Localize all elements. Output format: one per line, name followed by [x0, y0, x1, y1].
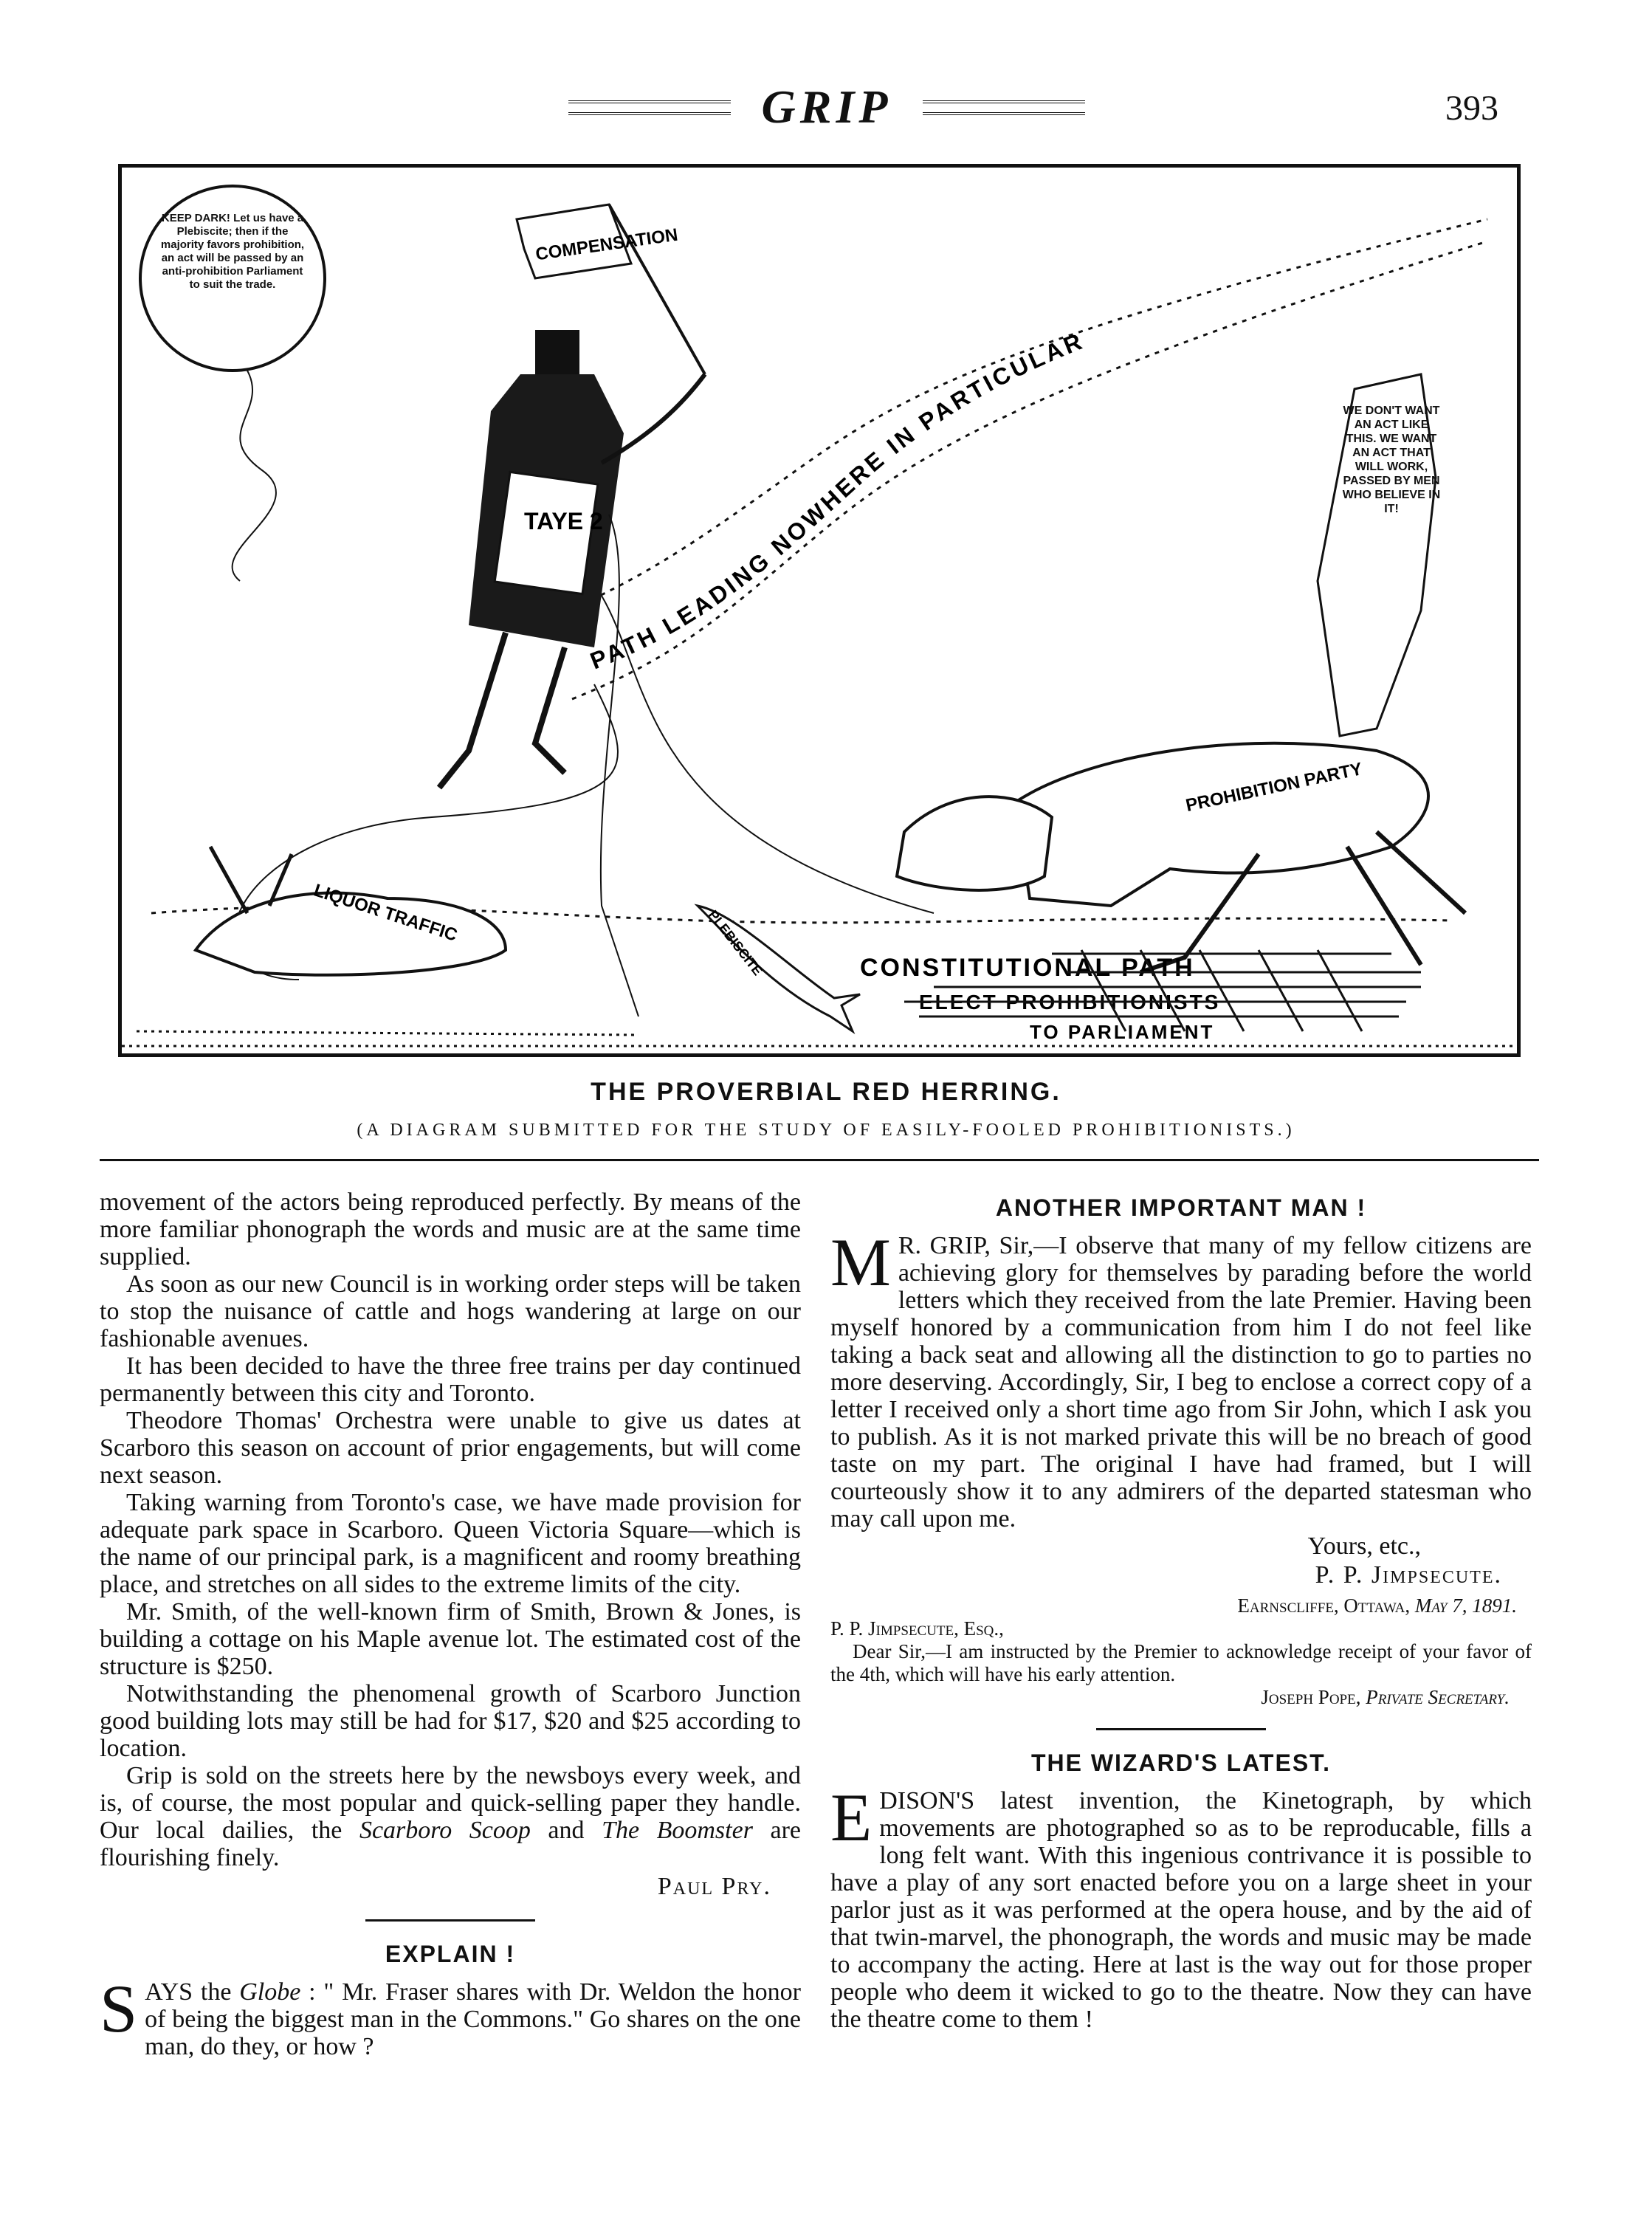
masthead-rule-right — [923, 100, 1085, 115]
road-label-3: TO PARLIAMENT — [1030, 1021, 1215, 1043]
article-heading: THE WIZARD'S LATEST. — [1030, 1750, 1332, 1776]
text-run: Joseph Pope, — [1261, 1686, 1366, 1708]
road-label-1: CONSTITUTIONAL PATH — [860, 954, 1195, 982]
paragraph: Theodore Thomas' Orchestra were unable to give us dates at Scarboro this season on account of prior engagements, but will come next season. — [100, 1407, 801, 1489]
text-run: and — [530, 1817, 602, 1844]
banner-tail — [1318, 374, 1443, 736]
balloon-text: KEEP DARK! Let us have a Plebiscite; then if the majority favors prohibition, an act will be passed by an anti-prohibition Parliament to suit the trade. — [160, 212, 305, 291]
page-number: 393 — [1445, 89, 1498, 128]
article-body — [100, 1971, 801, 2060]
letter-signature — [830, 1686, 1510, 1709]
paragraph: It has been decided to have the three free trains per day continued permanently between this city and Toronto. — [100, 1352, 801, 1407]
text-run: DISON'S latest invention, the Kinetograph, by which movements are photographed so as to be reproducable, fills a long felt want. With this ingenious contrivance it is possible to have a play of any sort enacted before you on a large sheet in your parlor just as it was performed at the opera house, and by the aid of that twin-marvel, the phonograph, the words and music may be made to accompany the acting. Here at last is the way out for those proper people who deem it wicked to go to the theatre. Now they can have the theatre come to them ! — [830, 1787, 1532, 2033]
closing: Yours, etc., — [1307, 1532, 1421, 1560]
newspaper-title: The Boomster — [602, 1817, 753, 1844]
text-run: Earnscliffe, Ottawa, — [1237, 1594, 1415, 1617]
signature: Paul Pry. — [657, 1873, 771, 1900]
dateline — [830, 1594, 1517, 1617]
text-run: AYS the — [145, 1978, 240, 2006]
dog-figure — [897, 743, 1465, 972]
rabbit-label: LIQUOR TRAFFIC — [311, 880, 460, 946]
right-column — [830, 1188, 1532, 2033]
herring-figure — [698, 906, 860, 1031]
cartoon-illustration — [118, 164, 1521, 1057]
letter-body: Dear Sir,—I am instructed by the Premier to acknowledge receipt of your favor of the 4th, which will have his early attention. — [830, 1640, 1532, 1685]
date: May 7, 1891. — [1414, 1594, 1517, 1617]
text-run: Grip is sold on the streets here by the newsboys every week, and is, of course, the most popular and quick-selling paper they handle. Our local dailies, the — [100, 1762, 801, 1844]
banner-text: WE DON'T WANT AN ACT LIKE THIS. WE WANT AN ACT THAT WILL WORK, PASSED BY MEN WHO BELIEVE IN IT! — [1342, 405, 1441, 515]
herring-label: PLEBISCITE — [705, 907, 765, 979]
caption-title: THE PROVERBIAL RED HERRING. — [591, 1078, 1061, 1106]
article-heading: ANOTHER IMPORTANT MAN ! — [995, 1194, 1367, 1221]
letter-addressee: P. P. Jimpsecute, Esq., — [830, 1617, 1004, 1640]
constitutional-road — [860, 950, 1421, 1043]
drop-cap: S — [100, 1971, 138, 2046]
rabbit-figure — [196, 847, 506, 975]
paragraph: Mr. Smith, of the well-known firm of Smith, Brown & Jones, is building a cottage on his Maple avenue lot. The estimated cost of the structure is $250. — [100, 1598, 801, 1680]
signature: P. P. Jimpsecute. — [1315, 1561, 1502, 1589]
newspaper-title: Globe — [239, 1978, 301, 2006]
road-label-2: ELECT PROHIBITIONISTS — [919, 991, 1221, 1014]
path-label: PATH LEADING NOWHERE IN PARTICULAR — [586, 326, 1088, 675]
article-body — [830, 1225, 1532, 1532]
paragraph: Notwithstanding the phenomenal growth of Scarboro Junction good building lots may still be had for $17, $20 and $25 according to location. — [100, 1680, 801, 1762]
flag-label: COMPENSATION — [534, 224, 679, 265]
dog-label: PROHIBITION PARTY — [1184, 759, 1364, 816]
paragraph: Taking warning from Toronto's case, we have made provision for adequate park space in Scarboro. Queen Victoria Square—which is the name of our principal park, is a magnificent and roomy breathing place, and stretches on all sides to the extreme limits of the city. — [100, 1489, 801, 1598]
article-heading: EXPLAIN ! — [385, 1941, 516, 1967]
text-run: are flourishing finely. — [100, 1817, 801, 1871]
text-run: R. GRIP, Sir,—I observe that many of my fellow citizens are achieving glory for themselves by parading before the world letters which they received from the late Premier. Having been myself honored by a communication from him I do not feel like taking a back seat and allowing all the distinction to go to parties no more deserving. Accordingly, Sir, I beg to enclose a correct copy of a letter I received only a short time ago from Sir John, which I ask you to publish. As it is not marked private this will be no breach of good taste on my part. The original I have had framed, but I will courteously show it to any admirers of the departed statesman who may call upon me. — [830, 1232, 1532, 1532]
drop-cap: M — [830, 1225, 891, 1300]
divider — [365, 1919, 535, 1922]
article-body — [830, 1780, 1532, 2033]
drop-cap: E — [830, 1780, 873, 1855]
left-column — [100, 1188, 801, 2060]
newspaper-title: Scarboro Scoop — [359, 1817, 531, 1844]
bottle-figure — [439, 204, 705, 1016]
paragraph: movement of the actors being reproduced perfectly. By means of the more familiar phonograph the words and music are at the same time supplied. — [100, 1188, 801, 1270]
caption-subtitle: (A DIAGRAM SUBMITTED FOR THE STUDY OF EASILY-FOOLED PROHIBITIONISTS.) — [357, 1121, 1295, 1140]
masthead-title: GRIP — [761, 80, 892, 133]
cartoon-svg — [122, 168, 1517, 1053]
section-rule — [100, 1159, 1539, 1161]
role: Private Secretary. — [1366, 1686, 1510, 1708]
masthead-rule-left — [568, 100, 731, 115]
paragraph-grip — [100, 1762, 801, 1871]
divider — [1096, 1728, 1266, 1730]
paragraph: As soon as our new Council is in working order steps will be taken to stop the nuisance of cattle and hogs wandering at large on our fashionable avenues. — [100, 1270, 801, 1352]
bottle-label: TAYE 2 — [524, 508, 603, 534]
text-run: : " Mr. Fraser shares with Dr. Weldon the honor of being the biggest man in the Commons." Go shares on the one man, do they, or how ? — [145, 1978, 801, 2060]
